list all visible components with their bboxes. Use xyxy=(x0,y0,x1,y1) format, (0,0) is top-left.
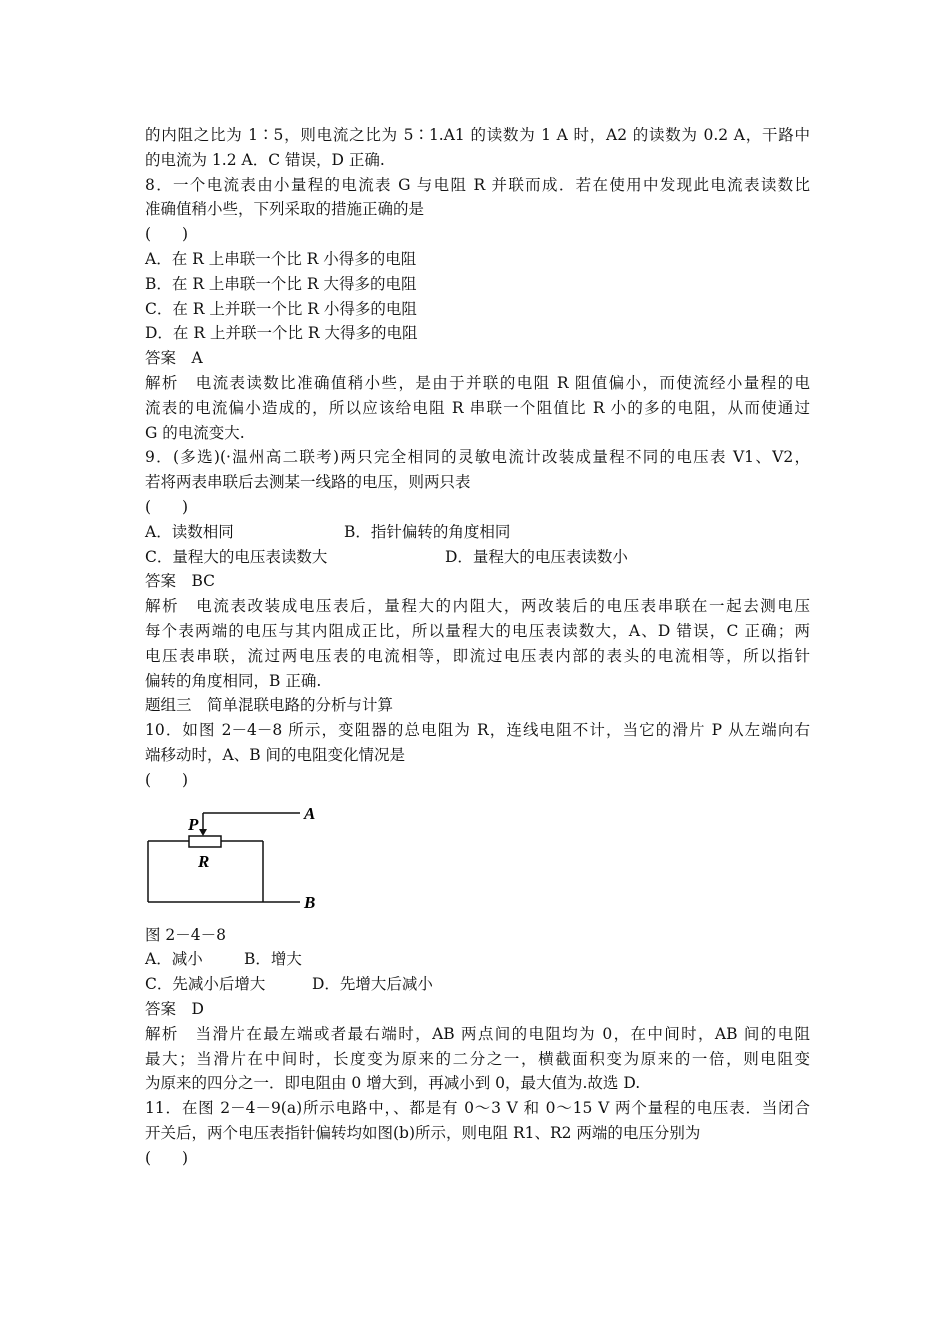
question-8-stem: 8．一个电流表由小量程的电流表 G 与电阻 R 并联而成．若在使用中发现此电流表读数比 xyxy=(145,175,810,194)
analysis-text: 最大；当滑片在中间时，长度变为原来的二分之一，横截面积变为原来的一倍，则电阻变 xyxy=(145,1049,810,1068)
answer-blank: ( ) xyxy=(145,1148,189,1167)
question-11-stem: 11．在图 2－4－9(a)所示电路中，、都是有 0～3 V 和 0～15 V 两个量程的电压表．当闭合 xyxy=(145,1099,810,1118)
answer-blank: ( ) xyxy=(145,225,189,244)
option-b: B．在 R 上串联一个比 R 大得多的电阻 xyxy=(145,274,417,293)
question-10-stem-cont: 端移动时，A、B 间的电阻变化情况是 xyxy=(145,745,406,764)
option-c: C．先减小后增大 xyxy=(145,975,266,994)
slider-p-label: P xyxy=(188,814,199,834)
analysis-text: 偏转的角度相同，B 正确. xyxy=(145,671,322,690)
answer-label: 答案 D xyxy=(145,999,204,1018)
answer-label: 答案 BC xyxy=(145,572,216,591)
question-8-stem-cont: 准确值稍小些，下列采取的措施正确的是 xyxy=(145,200,425,219)
question-11-stem-cont: 开关后，两个电压表指针偏转均如图(b)所示，则电阻 R1、R2 两端的电压分别为 xyxy=(145,1123,701,1142)
resistor-symbol xyxy=(189,836,221,847)
options-row xyxy=(145,545,810,570)
resistor-r-label: R xyxy=(198,851,210,871)
text-line: 的电流为 1.2 A．C 错误，D 正确. xyxy=(145,150,385,169)
analysis-text: 解析 电流表改装成电压表后，量程大的内阻大，两改装后的电压表串联在一起去测电压 xyxy=(145,597,810,616)
answer-label: 答案 A xyxy=(145,349,203,368)
question-9-stem-cont: 若将两表串联后去测某一线路的电压，则两只表 xyxy=(145,473,471,492)
option-c: C．在 R 上并联一个比 R 小得多的电阻 xyxy=(145,299,417,318)
option-a: A．减小 xyxy=(145,950,203,969)
question-9-stem: 9．(多选)(·温州高二联考)两只完全相同的灵敏电流计改装成量程不同的电压表 V1、V2， xyxy=(145,448,810,467)
options-row xyxy=(145,947,810,972)
rheostat-circuit-diagram xyxy=(145,795,345,923)
analysis-text: 电压表串联，流过两电压表的电流相等，即流过电压表内部的表头的电流相等，所以指针 xyxy=(145,646,810,665)
analysis-text: 解析 当滑片在最左端或者最右端时，AB 两点间的电阻均为 0，在中间时，AB 间的电阻 xyxy=(145,1024,810,1043)
options-row xyxy=(145,520,810,545)
analysis-text: 流表的电流偏小造成的，所以应该给电阻 R 串联一个阻值比 R 小的多的电阻，从而使通过 xyxy=(145,398,810,417)
analysis-text: G 的电流变大. xyxy=(145,423,245,442)
options-row xyxy=(145,972,810,997)
option-b: B．指针偏转的角度相同 xyxy=(344,522,511,541)
option-d: D．在 R 上并联一个比 R 大得多的电阻 xyxy=(145,324,418,343)
document-content xyxy=(145,123,810,1170)
terminal-a-label: A xyxy=(304,803,316,823)
option-a: A．在 R 上串联一个比 R 小得多的电阻 xyxy=(145,249,417,268)
text-line: 的内阻之比为 1∶5，则电流之比为 5∶1.A1 的读数为 1 A 时，A2 的读数为 0.2 A，干路中 xyxy=(145,126,810,144)
option-d: D．先增大后减小 xyxy=(312,975,433,994)
analysis-text: 为原来的四分之一．即电阻由 0 增大到，再减小到 0，最大值为.故选 D. xyxy=(145,1074,641,1093)
option-c: C．量程大的电压表读数大 xyxy=(145,547,328,566)
circuit-figure xyxy=(145,793,810,923)
terminal-b-label: B xyxy=(304,892,316,912)
answer-blank: ( ) xyxy=(145,497,189,516)
question-10-stem: 10．如图 2－4－8 所示，变阻器的总电阻为 R，连线电阻不计，当它的滑片 P 从左端向右 xyxy=(145,721,810,740)
figure-caption: 图 2－4－8 xyxy=(145,925,227,944)
option-d: D．量程大的电压表读数小 xyxy=(445,547,628,566)
option-a: A．读数相同 xyxy=(145,522,234,541)
analysis-text: 每个表两端的电压与其内阻成正比，所以量程大的电压表读数大，A、D 错误，C 正确；两 xyxy=(145,621,810,640)
slider-arrow-icon xyxy=(199,829,207,836)
answer-blank: ( ) xyxy=(145,770,189,789)
option-b: B．增大 xyxy=(244,950,302,969)
analysis-text: 解析 电流表读数比准确值稍小些，是由于并联的电阻 R 阻值偏小，而使流经小量程的电 xyxy=(145,373,810,392)
section-heading: 题组三 简单混联电路的分析与计算 xyxy=(145,696,394,715)
